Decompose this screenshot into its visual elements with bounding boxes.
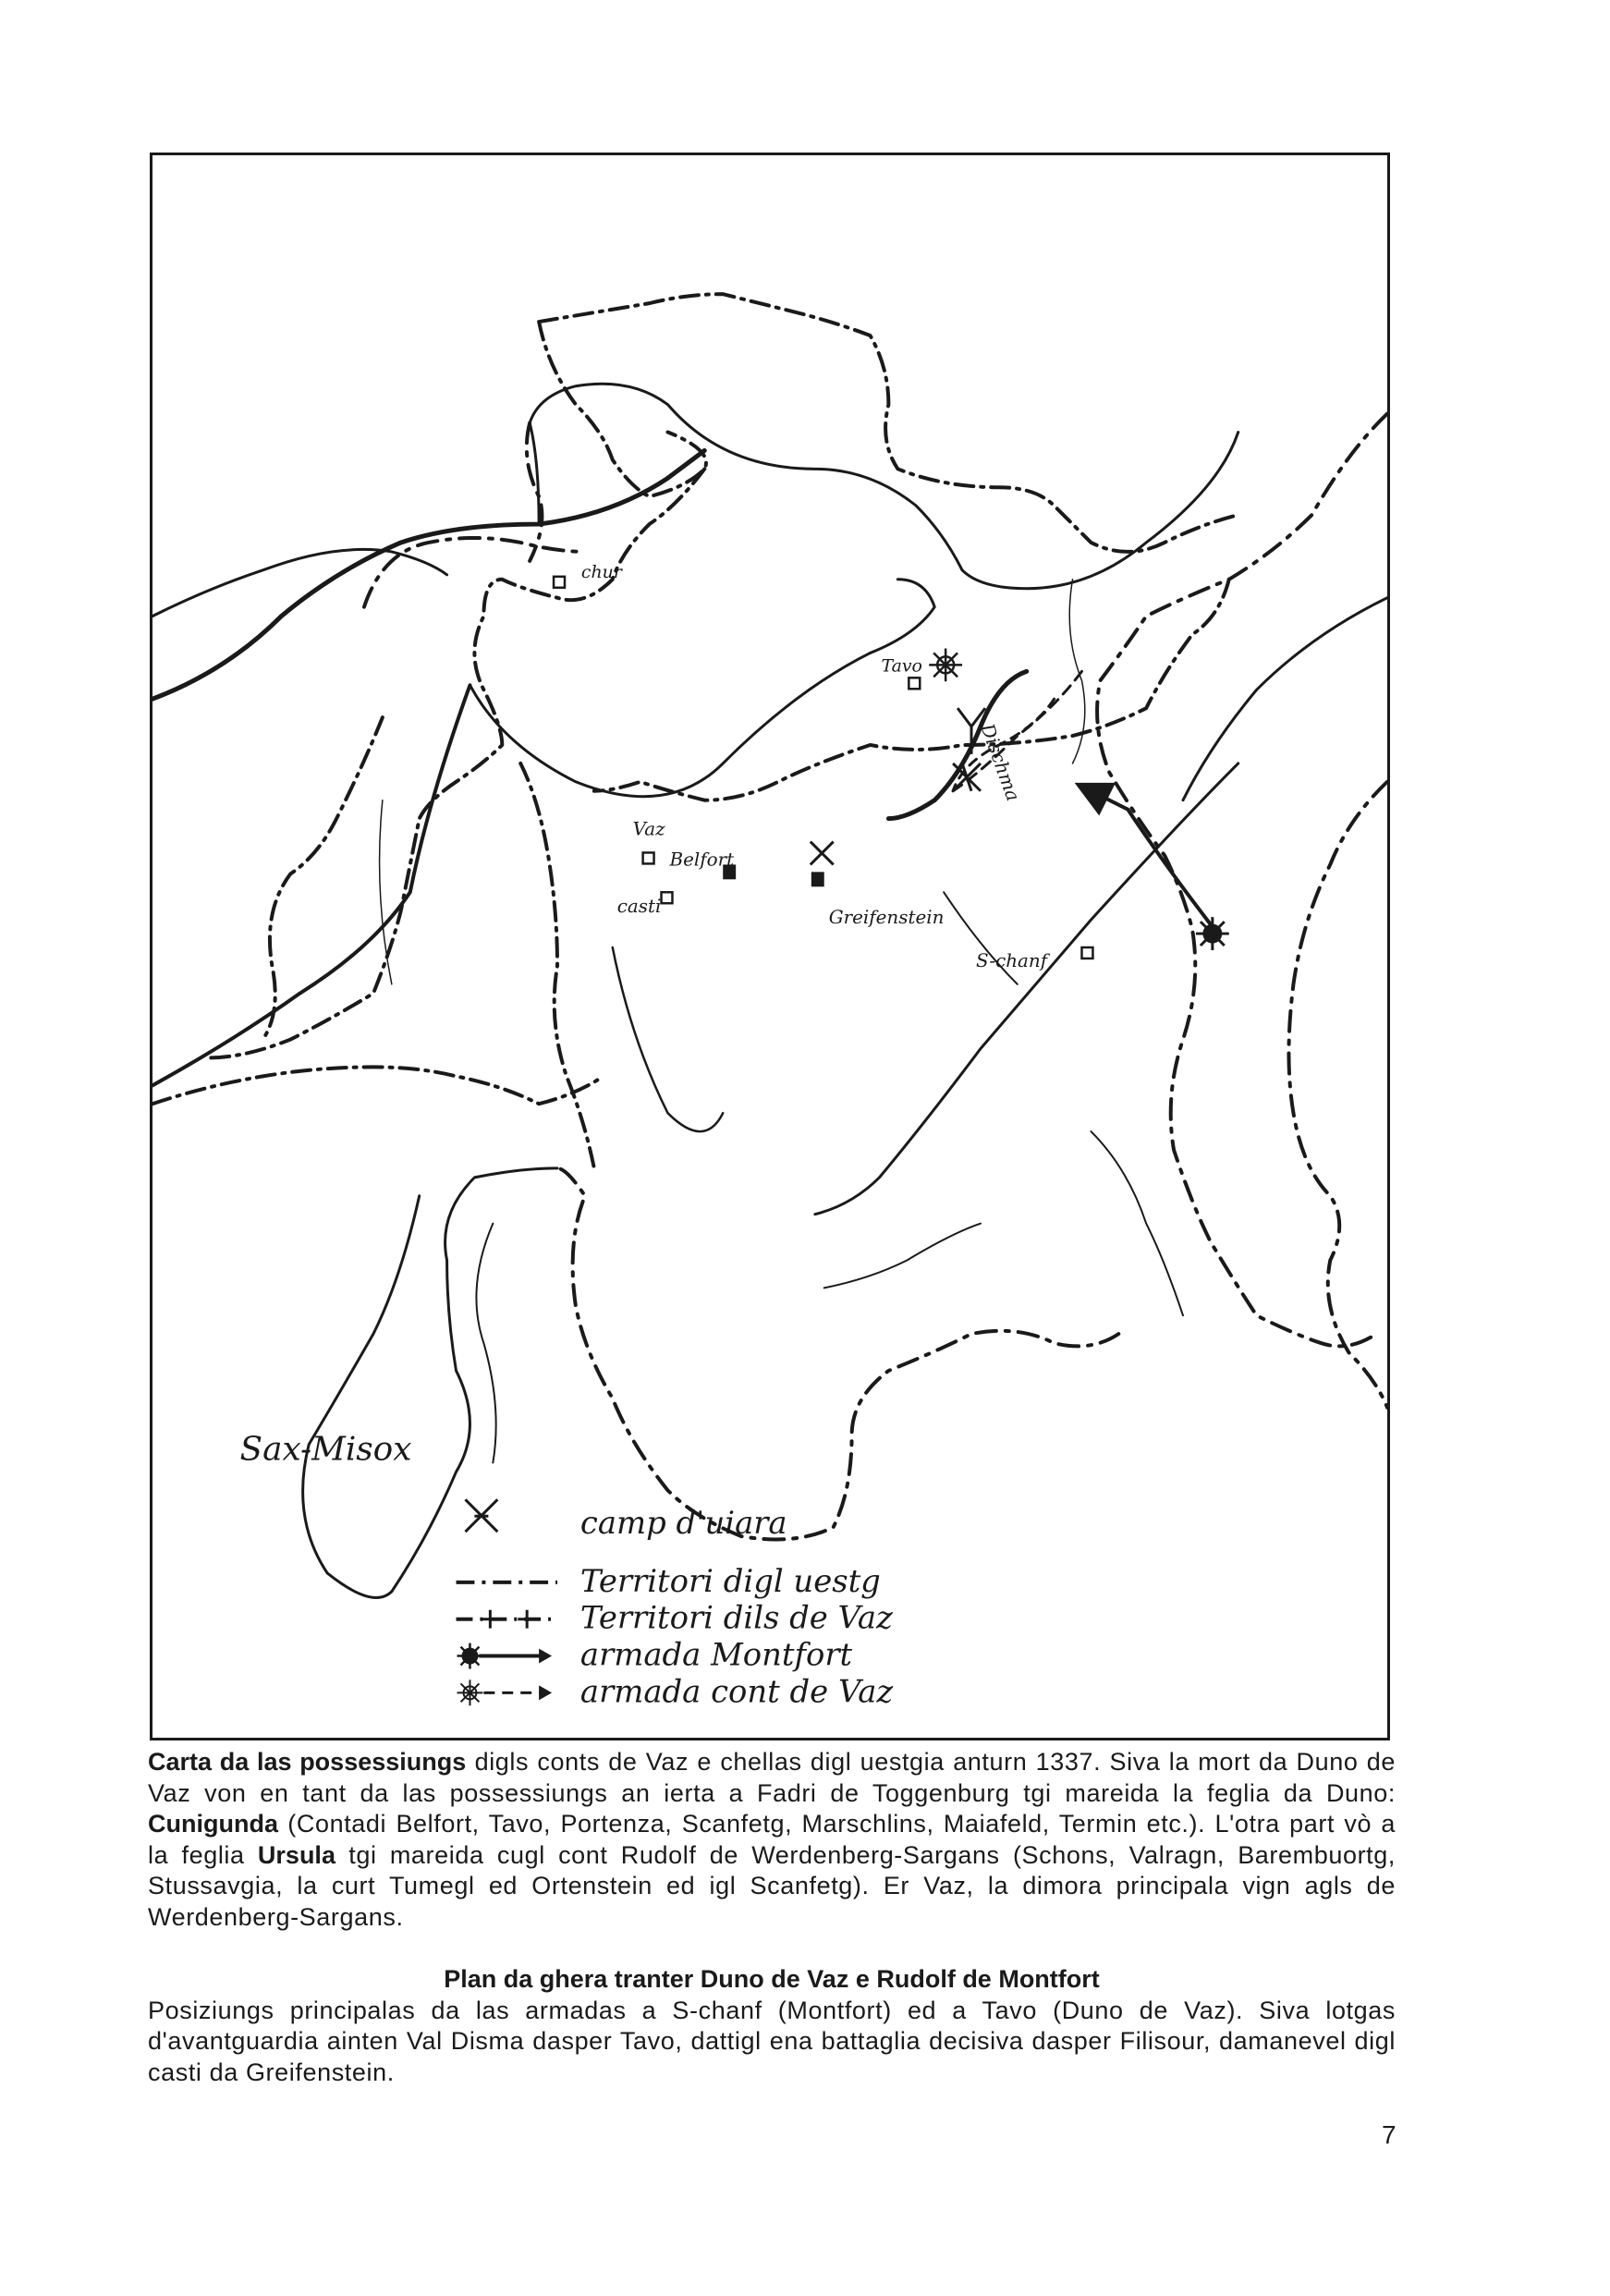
castle-tavo (909, 678, 920, 689)
river-west (152, 549, 447, 616)
label-chur: chur (580, 561, 622, 582)
castle-greifenstein (811, 872, 824, 886)
legend-row-0 (465, 1499, 787, 1541)
caption-war-plan (148, 1964, 1396, 2088)
battle-cross-icon (465, 1499, 497, 1532)
star-vaz-army (929, 648, 962, 681)
territory-vaz-south (152, 1067, 604, 1104)
battle-cross-icon-1 (953, 763, 981, 791)
caption-text-a: digls conts de Vaz e chellas digl uestgia anturn 1337. Siva la mort da Duno de Vaz von en tant da las possessiungs an ierta a Fadri de Toggenburg tgi mareida la feglia da Duno: (148, 1748, 1397, 1807)
battle-cross-icon-2 (811, 842, 834, 865)
river-landwasser (871, 580, 935, 653)
legend-row-1 (457, 1563, 881, 1599)
legend-row-3 (457, 1637, 853, 1673)
river-small-1 (613, 947, 723, 1131)
label-vaz: Vaz (632, 818, 665, 840)
legend-label-1: Territori digl uestg (579, 1562, 881, 1599)
label-tavo: Tavo (881, 655, 922, 677)
caption-map (148, 1747, 1396, 1933)
legend-label-0: camp d'uiara (579, 1505, 787, 1542)
river-moesa-inner (476, 1224, 495, 1463)
caption-text-b: (Contadi Belfort, Tavo, Portenza, Scanfetg, Marschlins, Maiafeld, Termin etc.). L'otra part vò a la feglia (148, 1810, 1396, 1869)
label-dischma: Dischma (976, 720, 1024, 804)
star-arrow-dashed-icon (457, 1679, 553, 1705)
river-inn-north (1183, 598, 1387, 800)
label-belfort: Belfort (669, 849, 735, 871)
legend-row-4 (457, 1673, 894, 1709)
legend-label-3: armada Montfort (579, 1636, 853, 1673)
territory-bishop-north (364, 423, 585, 607)
territory-bishop (557, 414, 1387, 1540)
river-small-3 (824, 1224, 981, 1288)
label-sax-misox: Sax-Misox (239, 1430, 412, 1469)
river-albula (470, 653, 870, 796)
map-frame (150, 153, 1390, 1740)
label-casti: casti (616, 896, 662, 918)
caption-bold-ursula: Ursula (257, 1840, 335, 1869)
hand-drawn-map (152, 155, 1387, 1738)
river-small-4 (1091, 1131, 1183, 1315)
legend-label-2: Territori dils de Vaz (579, 1599, 893, 1636)
castle-vaz (643, 852, 654, 863)
label-schanf: S-chanf (975, 949, 1048, 971)
legend-row-2 (457, 1600, 894, 1636)
river-hinterrhein (152, 685, 470, 1085)
castle-schanf (1081, 947, 1092, 959)
star-arrow-solid-icon (457, 1643, 553, 1669)
caption-war-plan-title: Plan da ghera tranter Duno de Vaz e Rudolf de Montfort (444, 1965, 1100, 1993)
legend-label-4: armada cont de Vaz (579, 1673, 894, 1710)
castle-casti (662, 892, 673, 903)
caption-bold-lead: Carta da las possessiungs (148, 1748, 467, 1776)
territory-vaz (208, 294, 1238, 1168)
caption-text-c: tgi mareida cugl cont Rudolf de Werdenberg-Sargans (Schons, Valragn, Barembuortg, Stussavgia, la curt Tumegl ed Ortenstein ed igl Scanfetg). Er Vaz, la dimora principala vign agls de Werdenberg-Sargans. (148, 1840, 1396, 1931)
caption-bold-cunigunda: Cunigunda (148, 1810, 278, 1838)
star-montfort-army (1196, 917, 1229, 950)
river-moesa (303, 1168, 557, 1598)
legend (457, 1499, 894, 1709)
castle-chur (554, 577, 565, 588)
caption-war-plan-text: Posiziungs principalas da las armadas a S-chanf (Montfort) ed a Tavo (Duno de Vaz). Siva lotgas d'avantguardia ainten Val Disma dasper Tavo, dattigl ena battaglia decisiva dasper Filisour, damanevel digl casti da Greifenstein. (148, 1996, 1396, 2086)
page-number: 7 (1382, 2120, 1397, 2149)
label-greifenstein: Greifenstein (828, 907, 945, 929)
